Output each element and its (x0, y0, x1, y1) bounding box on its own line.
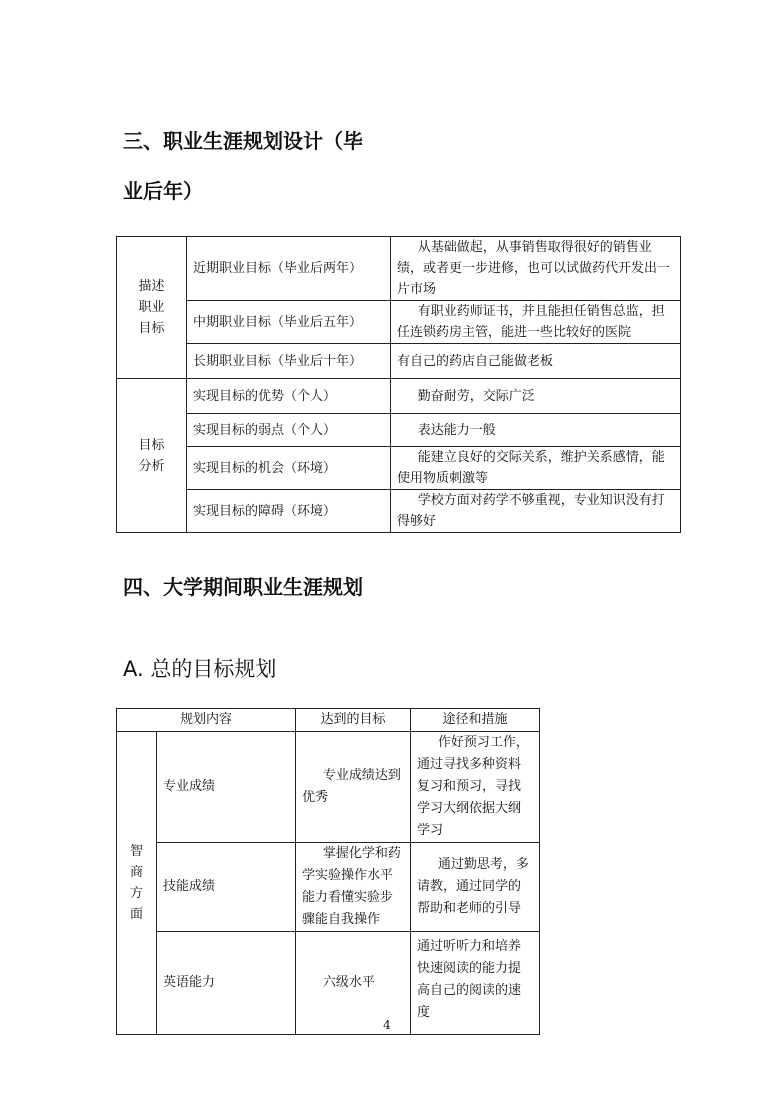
section3-title-line2: 业后年） (123, 179, 203, 203)
goal-item: 实现目标的机会（环境） (187, 447, 391, 490)
plan-measure: 作好预习工作，通过寻找多种资料复习和预习，寻找学习大纲依据大纲学习 (411, 732, 540, 843)
plan-item: 专业成绩 (157, 732, 296, 843)
table-row (117, 379, 681, 414)
goal-item: 实现目标的弱点（个人） (187, 414, 391, 447)
plan-item: 英语能力 (157, 932, 296, 1035)
table-row (117, 344, 681, 379)
group-label-intellect: 智 商 方 面 (117, 732, 157, 1035)
plan-target: 专业成绩达到优秀 (296, 732, 411, 843)
table-row (117, 414, 681, 447)
goal-content: 有自己的药店自己能做老板 (391, 344, 681, 379)
goal-content: 有职业药师证书，并且能担任销售总监，担任连锁药房主管，能进一些比较好的医院 (391, 301, 681, 344)
goal-content: 能建立良好的交际关系，维护关系感情，能使用物质刺激等 (391, 447, 681, 490)
goal-item: 实现目标的障碍（环境） (187, 490, 391, 533)
section4-subtitle: A. 总的目标规划 (123, 657, 277, 681)
table-row (117, 447, 681, 490)
group-label-describe-goals: 描述 职业 目标 (117, 237, 187, 379)
plan-measure: 通过听听力和培养快速阅读的能力提高自己的阅读的速度 (411, 932, 540, 1035)
table-header-row (117, 709, 540, 732)
goal-content: 从基础做起，从事销售取得很好的销售业绩，或者更一步进修，也可以试做药代开发出一片市场 (391, 237, 681, 301)
goal-item: 近期职业目标（毕业后两年） (187, 237, 391, 301)
table-row (117, 490, 681, 533)
plan-item: 技能成绩 (157, 843, 296, 932)
career-goals-table (116, 236, 681, 533)
column-header: 途径和措施 (411, 709, 540, 732)
group-label-goal-analysis: 目标 分析 (117, 379, 187, 533)
page-number: 4 (383, 1018, 391, 1032)
table-row (117, 843, 540, 932)
overall-goal-table (116, 708, 540, 1035)
goal-content: 勤奋耐劳，交际广泛 (391, 379, 681, 414)
table-row (117, 732, 540, 843)
goal-content: 学校方面对药学不够重视，专业知识没有打得够好 (391, 490, 681, 533)
section3-title-line1: 三、职业生涯规划设计（毕 (123, 129, 363, 153)
plan-target: 掌握化学和药学实验操作水平能力看懂实验步骤能自我操作 (296, 843, 411, 932)
table-row (117, 237, 681, 301)
column-header: 达到的目标 (296, 709, 411, 732)
plan-target: 六级水平 (296, 932, 411, 1035)
goal-content: 表达能力一般 (391, 414, 681, 447)
table-row (117, 301, 681, 344)
goal-item: 中期职业目标（毕业后五年） (187, 301, 391, 344)
goal-item: 实现目标的优势（个人） (187, 379, 391, 414)
plan-measure: 通过勤思考，多请教，通过同学的帮助和老师的引导 (411, 843, 540, 932)
goal-item: 长期职业目标（毕业后十年） (187, 344, 391, 379)
column-header: 规划内容 (117, 709, 296, 732)
section4-title: 四、大学期间职业生涯规划 (123, 575, 363, 599)
